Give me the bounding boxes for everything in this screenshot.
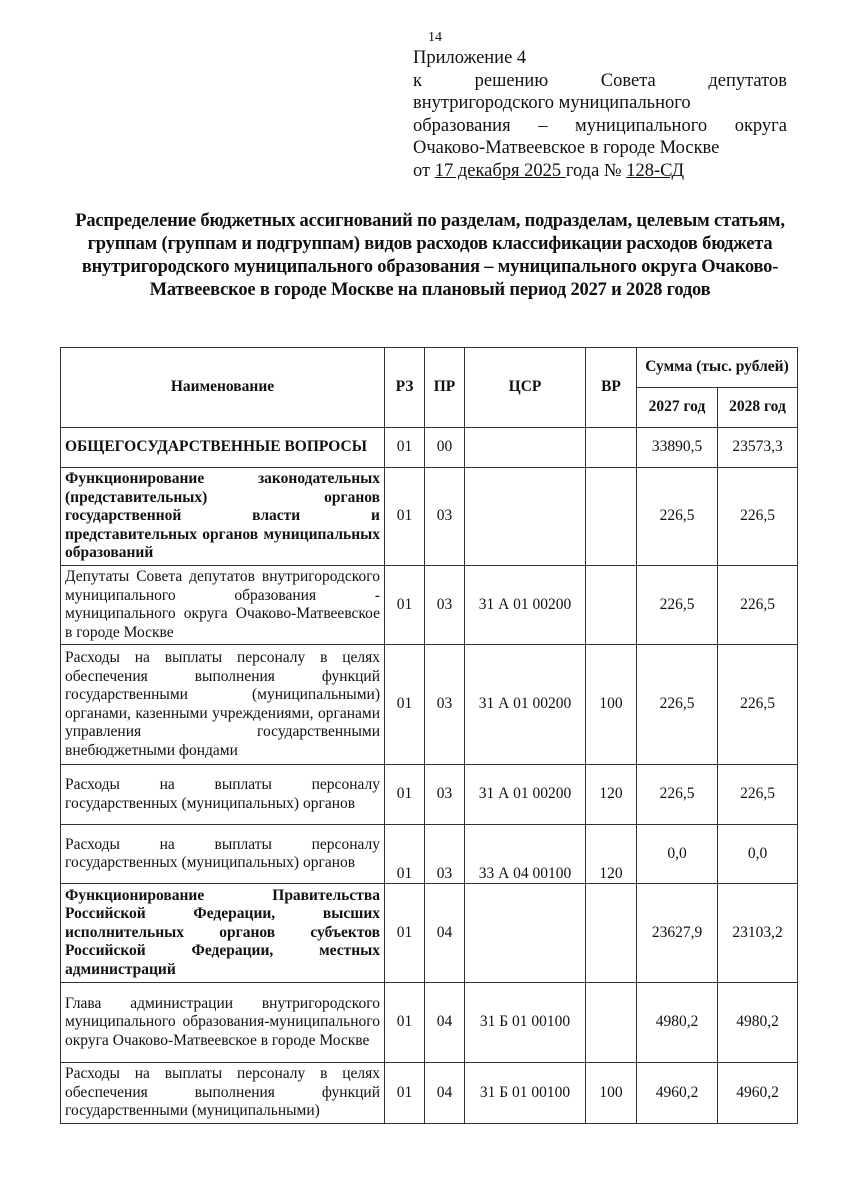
header-2028: 2028 год [718, 388, 798, 428]
row-vr [586, 566, 637, 645]
row-csr: 31 А 01 00200 [465, 645, 586, 765]
row-rz: 01 [385, 428, 425, 468]
row-2027: 4960,2 [637, 1063, 718, 1124]
row-pr: 03 [425, 468, 465, 566]
row-vr [586, 428, 637, 468]
row-2027: 226,5 [637, 566, 718, 645]
row-name: Расходы на выплаты персоналу государственных (муниципальных) органов [61, 765, 385, 825]
row-pr: 03 [425, 825, 465, 884]
appendix-line-2: внутригородского муниципального [413, 93, 691, 113]
row-2028: 226,5 [718, 765, 798, 825]
row-2027: 226,5 [637, 765, 718, 825]
row-rz: 01 [385, 983, 425, 1063]
row-rz: 01 [385, 765, 425, 825]
appendix-line-5 [413, 160, 787, 183]
decision-date: 17 декабря 2025 [434, 160, 566, 181]
budget-table [60, 347, 798, 1124]
row-pr: 04 [425, 1063, 465, 1124]
row-2027: 226,5 [637, 468, 718, 566]
row-name: Расходы на выплаты персоналу государственных (муниципальных) органов [61, 825, 385, 884]
row-pr: 03 [425, 645, 465, 765]
table-row [61, 428, 798, 468]
row-2028: 0,0 [718, 825, 798, 884]
row-rz: 01 [385, 645, 425, 765]
table-row [61, 765, 798, 825]
row-pr: 04 [425, 983, 465, 1063]
row-csr: 31 А 01 00200 [465, 566, 586, 645]
row-2028: 23573,3 [718, 428, 798, 468]
table-row [61, 645, 798, 765]
row-rz: 01 [385, 825, 425, 884]
row-csr: 33 А 04 00100 [465, 825, 586, 884]
header-name: Наименование [61, 348, 385, 428]
row-csr [465, 884, 586, 983]
header-2027: 2027 год [637, 388, 718, 428]
table-row [61, 468, 798, 566]
row-rz: 01 [385, 566, 425, 645]
row-rz: 01 [385, 1063, 425, 1124]
row-2028: 226,5 [718, 566, 798, 645]
row-pr: 04 [425, 884, 465, 983]
row-vr [586, 468, 637, 566]
row-vr: 100 [586, 645, 637, 765]
appendix-header [413, 47, 787, 182]
row-rz: 01 [385, 884, 425, 983]
row-2028: 4960,2 [718, 1063, 798, 1124]
header-pr: ПР [425, 348, 465, 428]
row-vr: 120 [586, 825, 637, 884]
row-name: Функционирование законодательных (представительных) органов государственной власти и представительных органов муниципальных образований [61, 468, 385, 566]
row-name: Функционирование Правительства Российской Федерации, высших исполнительных органов субъектов Российской Федерации, местных администраций [61, 884, 385, 983]
appendix-line-1: к решению Совета депутатов [413, 70, 787, 91]
row-name: Расходы на выплаты персоналу в целях обеспечения выполнения функций государственными (муниципальными) [61, 1063, 385, 1124]
row-name: Депутаты Совета депутатов внутригородского муниципального образования - муниципального округа Очаково-Матвеевское в городе Москве [61, 566, 385, 645]
row-2027: 226,5 [637, 645, 718, 765]
row-pr: 00 [425, 428, 465, 468]
row-csr: 31 А 01 00200 [465, 765, 586, 825]
row-2027: 33890,5 [637, 428, 718, 468]
row-name: Глава администрации внутригородского муниципального образования-муниципального округа Очаково-Матвеевское в городе Москве [61, 983, 385, 1063]
header-vr: ВР [586, 348, 637, 428]
table-row [61, 825, 798, 884]
row-rz: 01 [385, 468, 425, 566]
row-csr [465, 428, 586, 468]
appendix-line-3: образования – муниципального округа [413, 115, 787, 136]
row-2027: 23627,9 [637, 884, 718, 983]
row-2028: 226,5 [718, 468, 798, 566]
row-pr: 03 [425, 566, 465, 645]
appendix-title: Приложение 4 [413, 48, 527, 68]
header-sum: Сумма (тыс. рублей) [637, 348, 798, 388]
table-row [61, 1063, 798, 1124]
row-pr: 03 [425, 765, 465, 825]
row-csr: 31 Б 01 00100 [465, 983, 586, 1063]
row-2028: 23103,2 [718, 884, 798, 983]
row-2028: 4980,2 [718, 983, 798, 1063]
row-vr [586, 983, 637, 1063]
number-prefix: года № [565, 160, 627, 181]
header-rz: РЗ [385, 348, 425, 428]
row-csr [465, 468, 586, 566]
header-csr: ЦСР [465, 348, 586, 428]
row-vr: 100 [586, 1063, 637, 1124]
row-2027: 0,0 [637, 825, 718, 884]
table-row [61, 983, 798, 1063]
row-2027: 4980,2 [637, 983, 718, 1063]
document-title: Распределение бюджетных ассигнований по разделам, подразделам, целевым статьям, группам (группам и подгруппам) видов расходов классификации расходов бюджета внутригородского муниципального образования – муниципального округа Очаково-Матвеевское в городе Москве на плановый период 2027 и 2028 годов [75, 211, 785, 300]
row-2028: 226,5 [718, 645, 798, 765]
page-number: 14 [428, 30, 442, 45]
date-prefix: от [413, 160, 435, 181]
row-name: ОБЩЕГОСУДАРСТВЕННЫЕ ВОПРОСЫ [61, 428, 385, 468]
row-csr: 31 Б 01 00100 [465, 1063, 586, 1124]
row-vr: 120 [586, 765, 637, 825]
row-name: Расходы на выплаты персоналу в целях обеспечения выполнения функций государственными (муниципальными) органами, казенными учреждениями, органами управления государственными внебюджетными фондами [61, 645, 385, 765]
appendix-line-4: Очаково-Матвеевское в городе Москве [413, 138, 720, 158]
row-vr [586, 884, 637, 983]
decision-number: 128-СД [626, 160, 685, 181]
table-row [61, 566, 798, 645]
table-row [61, 884, 798, 983]
